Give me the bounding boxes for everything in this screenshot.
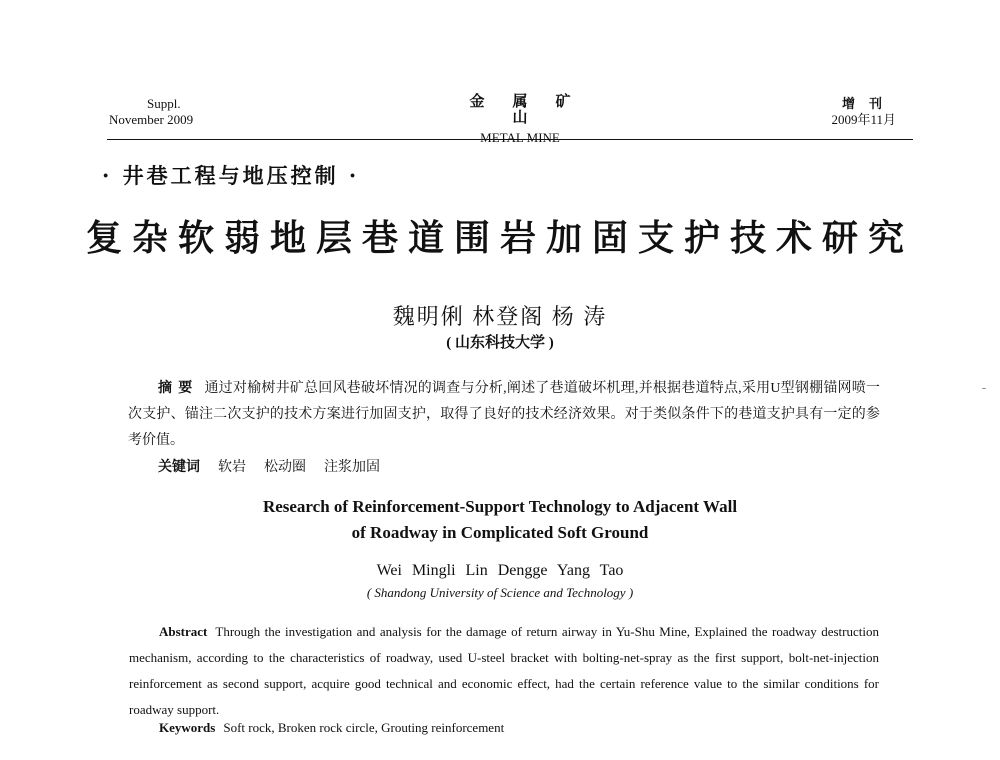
abstract-cn-label: 摘要 — [158, 381, 199, 396]
keywords-cn-label: 关键词 — [158, 460, 200, 475]
keywords-cn — [158, 456, 398, 476]
journal-date-cn: 2009年11月 — [831, 112, 896, 127]
paper-title-en — [0, 494, 1000, 546]
abstract-en — [129, 619, 879, 723]
keywords-en-text: Soft rock, Broken rock circle, Grouting reinforcement — [223, 720, 505, 735]
authors-en: Wei Mingli Lin Dengge Yang Tao — [376, 562, 624, 579]
header-left — [109, 96, 193, 128]
affiliation-cn: ( 山东科技大学 ) — [446, 335, 554, 351]
header-rule — [107, 139, 913, 140]
keyword-cn: 注浆加固 — [324, 460, 380, 475]
abstract-cn-text: 通过对榆树井矿总回风巷破坏情况的调查与分析,阐述了巷道破坏机理,并根据巷道特点,采用U型钢棚锚网喷一次支护、锚注二次支护的技术方案进行加固支护，取得了良好的技术经济效果。对于类似条件下的巷道支护具有一定的参考价值。 — [128, 381, 881, 448]
keyword-cn: 软岩 — [218, 460, 246, 475]
journal-name-en: METAL MINE — [480, 130, 560, 145]
keyword-cn: 松动圈 — [264, 460, 306, 475]
journal-date-en: November 2009 — [109, 112, 194, 127]
journal-supplement-label: Suppl. — [147, 96, 181, 111]
journal-name-cn: 金属矿山 — [469, 94, 599, 126]
abstract-cn — [128, 376, 880, 454]
paper-title-en-line1: Research of Reinforcement-Support Technology to Adjacent Wall — [262, 497, 738, 516]
abstract-en-label: Abstract — [159, 624, 208, 639]
authors-cn: 魏明俐 林登阁 杨 涛 — [392, 304, 608, 329]
section-heading: · 井巷工程与地压控制 · — [102, 163, 360, 188]
page-edge-mark — [982, 388, 986, 389]
abstract-en-text: Through the investigation and analysis for the damage of return airway in Yu-Shu Mine, Explained the roadway destruction mechanism, according to the characteristics of roadway, used U-steel bracket with bolting-net-spray as the first support, bolt-net-injection reinforcement as second support, acquire good technical and economic effect, had the certain reference value to the similar conditions for roadway support. — [129, 624, 879, 717]
header-right — [831, 96, 896, 128]
paper-title-cn: 复杂软弱地层巷道围岩加固支护技术研究 — [85, 217, 914, 259]
journal-supplement-label-cn: 增刊 — [841, 96, 896, 111]
affiliation-en: ( Shandong University of Science and Technology ) — [366, 585, 634, 600]
paper-title-en-line2: of Roadway in Complicated Soft Ground — [351, 523, 649, 542]
keywords-en — [159, 720, 504, 736]
keywords-en-label: Keywords — [159, 720, 216, 735]
